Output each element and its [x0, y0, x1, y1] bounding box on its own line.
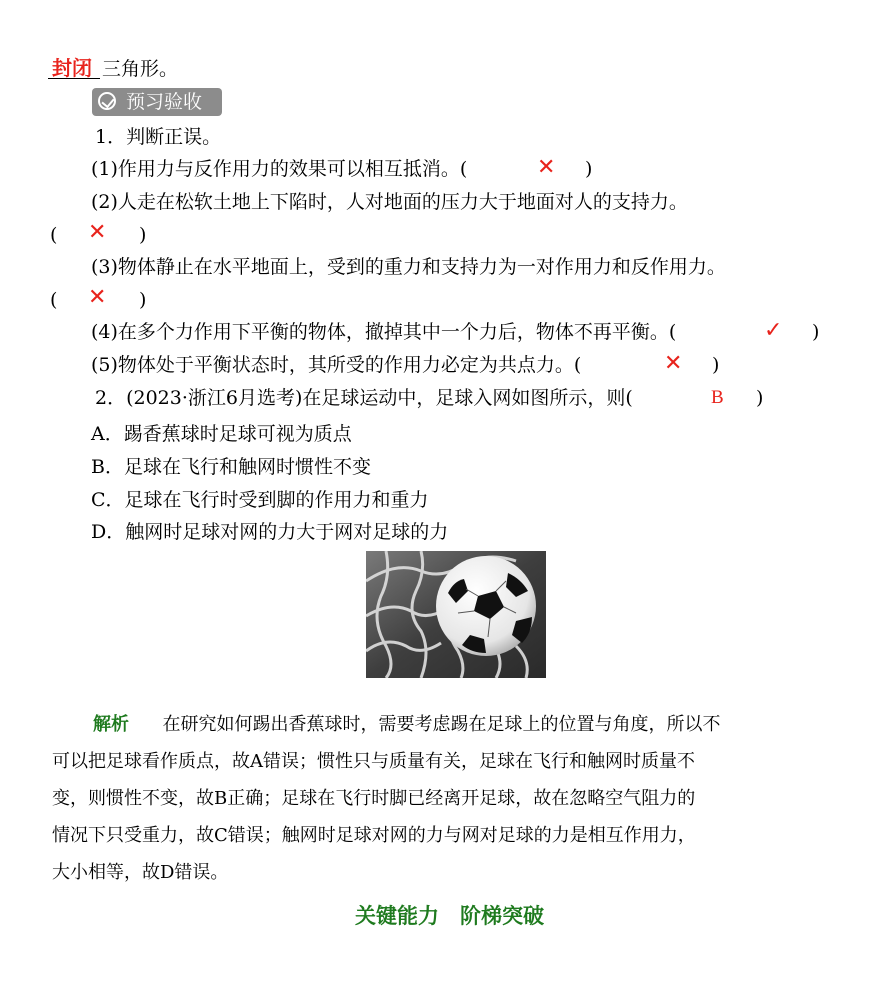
q2-close: ): [756, 387, 764, 409]
q2-option-b: B．足球在飞行和触网时惯性不变: [91, 456, 371, 478]
section-badge: [92, 88, 222, 116]
explanation-label: 解析: [93, 714, 129, 735]
q1-item-4-close: ): [812, 321, 820, 343]
explanation-line-3: 变，则惯性不变，故B正确；足球在飞行时脚已经离开足球，故在忽略空气阻力的: [52, 788, 696, 809]
explanation-line-4: 情况下只受重力，故C错误；触网时足球对网的力与网对足球的力是相互作用力，: [52, 825, 696, 846]
q2-option-d: D．触网时足球对网的力大于网对足球的力: [91, 521, 449, 543]
q2-option-c: C．足球在飞行时受到脚的作用力和重力: [91, 489, 429, 511]
q1-item-5-close: ): [712, 354, 720, 376]
cross-mark-icon: ✕: [88, 220, 107, 245]
section-badge-label: 预习验收: [126, 91, 203, 113]
q1-item-1-close: ): [585, 158, 593, 180]
explanation-line-2: 可以把足球看作质点，故A错误；惯性只与质量有关，足球在飞行和触网时质量不: [52, 751, 695, 772]
check-mark-icon: ✓: [764, 318, 783, 343]
soccer-ball-photo: [366, 551, 546, 678]
q1-item-4: (4)在多个力作用下平衡的物体，撤掉其中一个力后，物体不再平衡。(: [91, 321, 677, 343]
q1-item-1: (1)作用力与反作用力的效果可以相互抵消。(: [91, 158, 468, 180]
q1-item-3-open: (: [50, 289, 58, 311]
cross-mark-icon: ✕: [88, 285, 107, 310]
q2-stem: 2．(2023·浙江6月选考)在足球运动中，足球入网如图所示，则(: [95, 387, 633, 409]
soccer-net-illustration: [366, 551, 546, 678]
blank-answer: 封闭: [52, 56, 92, 80]
check-circle-icon: [98, 92, 116, 110]
q1-item-2: (2)人走在松软土地上下陷时，人对地面的压力大于地面对人的支持力。: [91, 191, 688, 213]
answer-underline: [48, 78, 100, 79]
explanation-block: [52, 706, 720, 891]
q1-item-5: (5)物体处于平衡状态时，其所受的作用力必定为共点力。(: [91, 354, 582, 376]
q1-item-2-close: ): [139, 224, 147, 246]
explanation-line-5: 大小相等，故D错误。: [52, 862, 229, 883]
intro-tail: 三角形。: [102, 58, 179, 80]
q1-title: 1．判断正误。: [95, 126, 222, 148]
q1-item-2-open: (: [50, 224, 58, 246]
q1-item-3-close: ): [139, 289, 147, 311]
explanation-line-1: 在研究如何踢出香蕉球时，需要考虑踢在足球上的位置与角度，所以不: [162, 714, 721, 735]
q2-answer: B: [711, 387, 724, 408]
cross-mark-icon: ✕: [537, 155, 556, 180]
q1-item-3: (3)物体静止在水平地面上，受到的重力和支持力为一对作用力和反作用力。: [91, 256, 726, 278]
q2-option-a: A．踢香蕉球时足球可视为质点: [91, 423, 352, 445]
section-title: 关键能力 阶梯突破: [355, 904, 544, 928]
cross-mark-icon: ✕: [664, 351, 683, 376]
